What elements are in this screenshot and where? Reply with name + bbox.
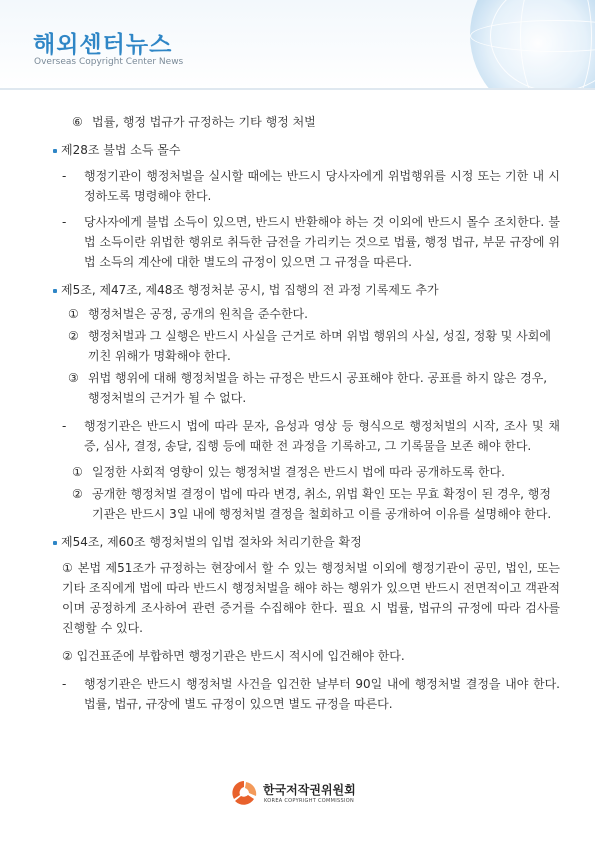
numbered-item: ① 행정처벌은 공정, 공개의 원칙을 준수한다. [68, 307, 308, 321]
numbered-item: ③ 위법 행위에 대해 행정처벌을 하는 규정은 반드시 공표해야 한다. 공표를 하지 않은 경우, 행정처벌의 근거가 될 수 없다. [68, 371, 548, 405]
footer-logo [230, 779, 380, 809]
paragraph: ① 본법 제51조가 규정하는 현장에서 할 수 있는 행정처벌 이외에 행정기관이 공민, 법인, 또는 기타 조직에게 법에 따라 반드시 행정처벌을 해야 하는 행위가 있으면 반드시 전면적이고 객관적이며 공정하게 조사하여 관련 증거를 수집해야 한다. 필요 시 법률, 법규의 규정에 따라 검사를 진행할 수 있다. [62, 561, 560, 635]
globe-graphic [470, 0, 595, 90]
newsletter-title: 해외센터뉴스 [33, 32, 173, 58]
numbered-item: ⑥ 법률, 행정 법규가 규정하는 기타 행정 처벌 [72, 115, 316, 129]
dash-item: - 행정기관은 반드시 법에 따라 문자, 음성과 영상 등 형식으로 행정처벌의 시작, 조사 및 채증, 심사, 결정, 송달, 집행 등에 때한 전 과정을 기록하고, 그 기록물을 보존 해야 한다. [62, 419, 560, 453]
dash-item: - 행정기관이 행정처벌을 실시할 때에는 반드시 당사자에게 위법행위를 시정 또는 기한 내 시정하도록 명령해야 한다. [62, 169, 560, 203]
section-title-art54: 제54조, 제60조 행정처벌의 입법 절차와 처리기한을 확정 [50, 532, 560, 552]
numbered-item: ② 공개한 행정처벌 결정이 법에 따라 변경, 취소, 위법 확인 또는 무효 확정이 된 경우, 행정기관은 반드시 3일 내에 행정처벌 결정을 철회하고 이를 공개하여 이유를 설명해야 한다. [72, 487, 552, 521]
org-name-korean: 한국저작권위원회 [263, 783, 356, 797]
section-title-art28: 제28조 불법 소득 몰수 [50, 140, 560, 160]
dash-item: - 행정기관은 반드시 행정처벌 사건을 입건한 날부터 90일 내에 행정처벌 결정을 내야 한다. 법률, 법규, 규장에 별도 규정이 있으면 별도 규정을 따른다. [62, 677, 560, 711]
paragraph: ② 입건표준에 부합하면 행정기관은 반드시 적시에 입건해야 한다. [62, 649, 405, 663]
numbered-item: ② 행정처벌과 그 실행은 반드시 사실을 근거로 하며 위법 행위의 사실, 성질, 정황 및 사회에 끼친 위해가 명확해야 한다. [68, 329, 551, 363]
section-title-art5: 제5조, 제47조, 제48조 행정처분 공시, 법 집행의 전 과정 기록제도 추가 [50, 280, 560, 300]
org-name-english: KOREA COPYRIGHT COMMISSION [264, 798, 355, 804]
header-divider [0, 88, 595, 90]
page-header [0, 0, 595, 90]
commission-logo-icon [230, 779, 258, 807]
numbered-item: ① 일정한 사회적 영향이 있는 행정처벌 결정은 반드시 법에 따라 공개하도록 한다. [72, 465, 505, 479]
dash-item: - 당사자에게 불법 소득이 있으면, 반드시 반환해야 하는 것 이외에 반드시 몰수 조치한다. 불법 소득이란 위법한 행위로 취득한 금전을 가리키는 것으로 법률, 행정 법규, 부문 규장에 위법 소득의 계산에 대한 별도의 규정이 있으면 그 규정을 따른다. [62, 215, 560, 269]
newsletter-subtitle: Overseas Copyright Center News [34, 57, 184, 67]
article-body [50, 112, 560, 714]
